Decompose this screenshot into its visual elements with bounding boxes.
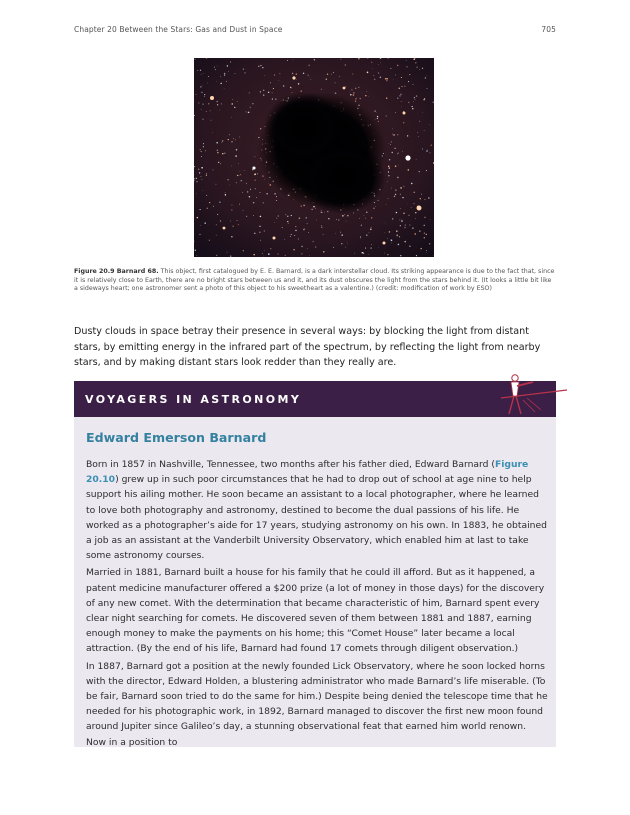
figure-caption-text: This object, first catalogued by E. E. Barnard, is a dark interstellar cloud. Its striking appearance is due to the fact that, since it is relatively close to Earth, there are no bright stars between us and it, and its dust obscures the light from the stars behind it. (It looks a little bit like a sideways heart; one astronomer sent a photo of this object to his sweetheart as a valentine.) (credit: modification of work by ESO): [74, 268, 555, 293]
figure-caption: [74, 268, 556, 294]
feature-paragraph-text: Born in 1857 in Nashville, Tennessee, two months after his father died, Edward Barnard (: [86, 459, 495, 470]
figure-label: Figure 20.9 Barnard 68.: [74, 268, 159, 275]
voyagers-feature-box: [74, 381, 556, 747]
figure-20-10-link[interactable]: Figure 20.10: [86, 459, 529, 486]
feature-body: [86, 457, 548, 747]
intro-paragraph: Dusty clouds in space betray their presence in several ways: by blocking the light from distant stars, by emitting energy in the infrared part of the spectrum, by reflecting the light from nearby stars, and by making distant stars look redder than they really are.: [74, 326, 541, 368]
feature-paragraph: In 1887, Barnard got a position at the newly founded Lick Observatory, where he soon locked horns with the director, Edward Holden, a blustering administrator who made Barnard’s life miserable. (To be fair, Barnard soon tried to do the same for him.) Despite being denied the telescope time that he needed for his photographic work, in 1892, Barnard managed to discover the first new moon found around Jupiter since Galileo’s day, a stunning observational feat that earned him world renown. Now in a position to: [86, 660, 548, 747]
feature-paragraph: [86, 457, 548, 563]
astronomer-telescope-icon: [487, 370, 567, 418]
running-header-chapter: Chapter 20 Between the Stars: Gas and Dust in Space: [74, 25, 283, 34]
feature-banner: [74, 381, 556, 417]
figure-barnard-68-image: [194, 58, 434, 257]
page-number: 705: [541, 25, 556, 34]
feature-paragraph: Married in 1881, Barnard built a house for his family that he could ill afford. But as it happened, a patent medicine manufacturer offered a $200 prize (a lot of money in those days) for the discovery of any new comet. With the determination that became characteristic of him, Barnard spent every clear night searching for comets. He discovered seven of them between 1881 and 1887, earning enough money to make the payments on his home; this “Comet House” later became a local attraction. (By the end of his life, Barnard had found 17 comets through diligent observation.): [86, 567, 545, 655]
feature-banner-title: VOYAGERS IN ASTRONOMY: [85, 393, 302, 406]
feature-paragraph-text: ) grew up in such poor circumstances that he had to drop out of school at age nine to help support his ailing mother. He soon became an assistant to a local photographer, where he learned to love both photography and astronomy, destined to become the dual passions of his life. He worked as a photographer’s aide for 17 years, studying astronomy on his own. In 1883, he obtained a job as an assistant at the Vanderbilt University Observatory, which enabled him at last to take some astronomy courses.: [86, 474, 547, 562]
feature-heading: Edward Emerson Barnard: [86, 430, 267, 445]
